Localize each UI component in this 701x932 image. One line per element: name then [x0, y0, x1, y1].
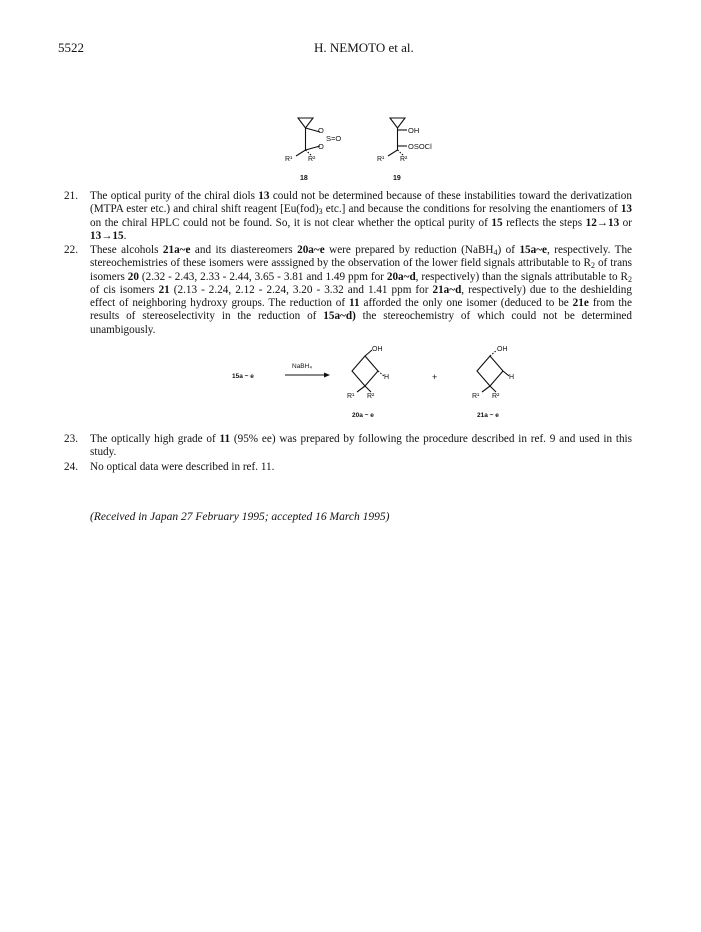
compound-label-19: 19	[393, 175, 401, 182]
structure-18	[296, 118, 320, 156]
reagent-label: NaBH₄	[292, 363, 312, 370]
received-line: (Received in Japan 27 February 1995; accepted 16 March 1995)	[90, 511, 390, 523]
footnote-23	[64, 433, 633, 460]
reactant-label: 15a ~ e	[232, 373, 254, 380]
structure-18-o1: O	[318, 126, 324, 135]
product-21-h: H	[509, 374, 515, 381]
reaction-arrow	[285, 373, 330, 378]
product-21-r2: R²	[492, 393, 500, 400]
footnote-23-text: The optically high grade of 11 (95% ee) was prepared by following the procedure described in ref. 9 and used in this study.	[90, 433, 633, 459]
product-20-oh: OH	[372, 346, 383, 353]
product-21-bond-r1	[482, 386, 490, 392]
product-21	[477, 350, 509, 392]
footnote-24	[64, 461, 632, 474]
scheme-reduction	[0, 338, 701, 448]
product-21-cyclobutane	[477, 356, 503, 386]
footnote-22-number: 22.	[64, 244, 78, 256]
product-20-bond-oh	[365, 350, 372, 356]
page-number: 5522	[58, 40, 84, 55]
footnote-22-text: These alcohols 21a~e and its diastereomers 20a~e were prepared by reduction (NaBH$_4$) of 15a~e, respectively. The stereochemistries of these isomers were asssigned by the observation of the lower field signals attributable to $R_2$ of trans isomers 20 (2.32 - 2.43, 2.33 - 2.44, 3.65 - 3.81 and 1.49 ppm for 20a~d, respectively) than the signals attributable to $R_2$ of cis isomers 21 (2.13 - 2.24, 2.12 - 2.24, 3.20 - 3.32 and 1.41 ppm for 21a~d, respectively) due to the deshielding effect of neighboring hydroxy groups. The reduction of 11 afforded the only one isomer (deduced to be 21e from the results of stereoselectivity in the reduction of 15a~d) the stereochemistry of which could not be determined unambigously.	[90, 244, 633, 336]
structure-19-bond-r1	[388, 150, 398, 156]
footnote-23-number: 23.	[64, 433, 78, 445]
plus-sign: +	[432, 372, 438, 382]
product-21-oh: OH	[497, 346, 508, 353]
structure-18-o2: O	[318, 142, 324, 151]
footnote-21-number: 21.	[64, 190, 78, 202]
product-20	[352, 350, 384, 392]
structure-19-cyclopropane	[390, 118, 405, 128]
structure-18-sulfinyl: S=O	[326, 134, 342, 143]
structure-19-osocl: OSOCl	[408, 142, 432, 151]
structure-18-r2: R²	[308, 156, 316, 163]
product-20-bond-r2	[365, 386, 371, 392]
footnote-21-text: The optical purity of the chiral diols 13 could not be determined because of these instabilities toward the derivatization (MTPA ester etc.) and chiral shift reagent [$Eu(fod)_3$ etc.] and because the conditions for resolving the enantiomers of 13 on the chiral HPLC could not be found. So, it is not clear whether the optical purity of 15 reflects the steps 12→13 or 13→15.	[90, 190, 632, 242]
structure-19	[388, 118, 407, 156]
running-title-text: H. NEMOTO et al.	[314, 40, 414, 55]
scheme-structures-18-19	[0, 0, 701, 220]
structure-19-r1: R¹	[377, 156, 385, 163]
product-20-r2: R²	[367, 393, 375, 400]
footnote-22	[64, 244, 633, 337]
product-21-bond-r2	[490, 386, 496, 392]
product-20-bond-r1	[357, 386, 365, 392]
product-20-label: 20a ~ e	[352, 412, 374, 419]
footnote-24-number: 24.	[64, 461, 78, 473]
footnote-24-text: No optical data were described in ref. 11.	[90, 461, 275, 473]
footnote-21	[64, 190, 632, 243]
product-20-cyclobutane	[352, 356, 378, 386]
product-20-h: H	[384, 374, 390, 381]
product-21-r1: R¹	[472, 393, 480, 400]
compound-label-18: 18	[300, 175, 308, 182]
product-21-bond-oh	[490, 350, 497, 356]
structure-19-r2: R²	[400, 156, 408, 163]
structure-18-r1: R¹	[285, 156, 293, 163]
product-20-r1: R¹	[347, 393, 355, 400]
structure-18-cyclopropane	[298, 118, 313, 128]
structure-18-bond-r1	[296, 150, 306, 156]
structure-19-oh: OH	[408, 126, 420, 135]
product-21-label: 21a ~ e	[477, 412, 499, 419]
